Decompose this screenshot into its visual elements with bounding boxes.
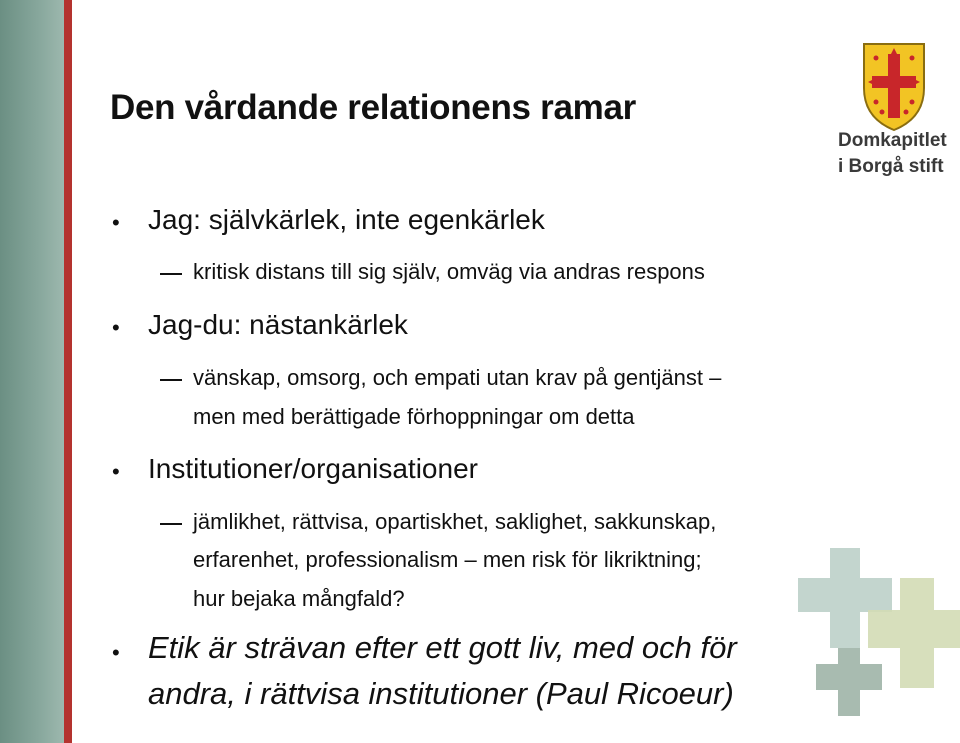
logo-line-1: Domkapitlet	[838, 130, 947, 151]
bullet-3-sub-1: jämlikhet, rättvisa, opartiskhet, saklighet, sakkunskap,	[193, 509, 717, 534]
slide-title: Den vårdande relationens ramar	[110, 88, 636, 127]
bullet-dot: •	[112, 640, 120, 665]
bullet-2-sub-1: vänskap, omsorg, och empati utan krav på gentjänst –	[193, 365, 722, 390]
dash	[160, 523, 182, 525]
accent-line	[64, 0, 72, 743]
bullet-2: Jag-du: nästankärlek	[148, 309, 408, 340]
dash	[160, 379, 182, 381]
bullet-3-sub-2: erfarenhet, professionalism – men risk för likriktning;	[193, 547, 702, 572]
dash	[160, 273, 182, 275]
decorative-crosses	[790, 548, 960, 743]
bullet-4-line-1: Etik är strävan efter ett gott liv, med och för	[148, 630, 737, 665]
logo-line-2: i Borgå stift	[838, 156, 944, 177]
bullet-2-sub-2: men med berättigade förhoppningar om detta	[193, 404, 635, 429]
side-band	[0, 0, 64, 743]
bullet-3: Institutioner/organisationer	[148, 453, 478, 484]
bullet-dot: •	[112, 210, 120, 235]
bullet-3-sub-3: hur bejaka mångfald?	[193, 586, 405, 611]
bullet-1-sub-1: kritisk distans till sig själv, omväg via andras respons	[193, 259, 705, 284]
bullet-dot: •	[112, 315, 120, 340]
bullet-1: Jag: självkärlek, inte egenkärlek	[148, 204, 545, 235]
bullet-4-line-2: andra, i rättvisa institutioner (Paul Ricoeur)	[148, 676, 734, 711]
bullet-dot: •	[112, 459, 120, 484]
logo-text	[838, 128, 947, 180]
